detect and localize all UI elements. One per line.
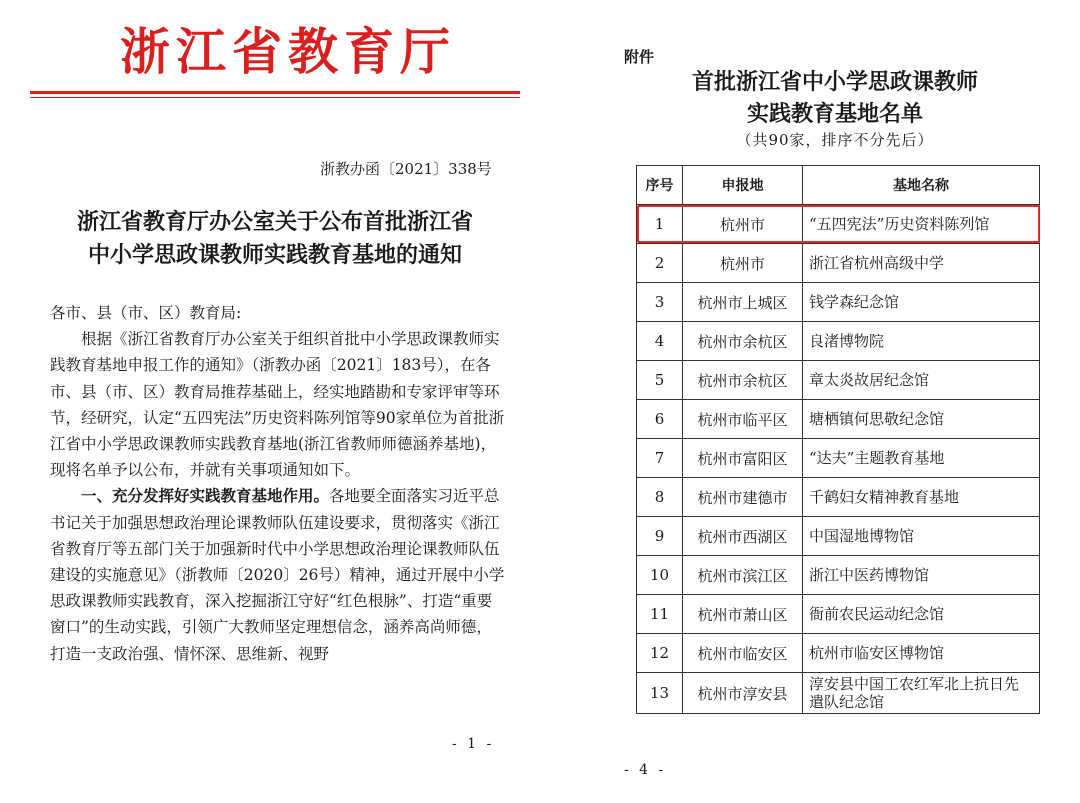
paragraph-2-text: 各地要全面落实习近平总书记关于加强思想政治理论课教师队伍建设要求，贯彻落实《浙江省教育厅等五部门关于加强新时代中小学思想政治理论课教师队伍建设的实施意见》（浙教师〔2020〕26号）精神，通过开展中小学思政课教师实践教育，深入挖掘浙江守好“红色根脉”、打造“重要窗口”的生动实践，引领广大教师坚定理想信念，涵养高尚师德，打造一支政治强、情怀深、思维新、视野	[50, 487, 505, 663]
row-name: 淳安县中国工农红军北上抗日先遣队纪念馆	[803, 673, 1040, 714]
row-name: “达夫”主题教育基地	[803, 439, 1040, 478]
document-number: 浙教办函〔2021〕338号	[320, 160, 492, 178]
row-name: 钱学森纪念馆	[803, 283, 1040, 322]
row-no: 11	[637, 595, 683, 634]
table-row	[637, 595, 1040, 634]
row-no: 8	[637, 478, 683, 517]
base-list-table	[636, 165, 1040, 714]
list-title	[640, 66, 1030, 130]
page-number-right: - 4 -	[624, 762, 667, 778]
row-name: 千鹤妇女精神教育基地	[803, 478, 1040, 517]
table-row	[637, 439, 1040, 478]
row-name: 中国湿地博物馆	[803, 517, 1040, 556]
row-no: 3	[637, 283, 683, 322]
row-region: 杭州市余杭区	[683, 361, 803, 400]
row-name: 浙江省杭州高级中学	[803, 244, 1040, 283]
paragraph-1: 根据《浙江省教育厅办公室关于组织首批中小学思政课教师实践教育基地申报工作的通知》（浙教办函〔2021〕183号），在各市、县（市、区）教育局推荐基础上，经实地踏勘和专家评审等环节，经研究，认定“五四宪法”历史资料陈列馆等90家单位为首批浙江省中小学思政课教师实践教育基地(浙江省教师师德涵养基地)，现将名单予以公布，并就有关事项通知如下。	[50, 330, 505, 480]
document-title-line-2: 中小学思政课教师实践教育基地的通知	[87, 242, 462, 268]
row-name: “五四宪法”历史资料陈列馆	[803, 205, 1040, 244]
masthead-rule-thick	[30, 91, 520, 94]
document-title	[30, 206, 520, 272]
row-no: 13	[637, 673, 683, 714]
row-region: 杭州市上城区	[683, 283, 803, 322]
row-no: 4	[637, 322, 683, 361]
row-no: 6	[637, 400, 683, 439]
row-name: 浙江中医药博物馆	[803, 556, 1040, 595]
table-row	[637, 283, 1040, 322]
row-no: 7	[637, 439, 683, 478]
table-row	[637, 478, 1040, 517]
table-row	[637, 244, 1040, 283]
row-no: 10	[637, 556, 683, 595]
page-number-left: - 1 -	[452, 736, 495, 752]
highlight-box	[637, 205, 1040, 243]
row-region: 杭州市富阳区	[683, 439, 803, 478]
row-region: 杭州市淳安县	[683, 673, 803, 714]
row-region: 杭州市萧山区	[683, 595, 803, 634]
header-region: 申报地	[683, 166, 803, 205]
table-row	[637, 673, 1040, 714]
row-region: 杭州市余杭区	[683, 322, 803, 361]
row-no: 12	[637, 634, 683, 673]
masthead: 浙江省教育厅	[120, 22, 456, 81]
table-header-row	[637, 166, 1040, 205]
row-no: 5	[637, 361, 683, 400]
row-no: 2	[637, 244, 683, 283]
table-row	[637, 400, 1040, 439]
row-region: 杭州市西湖区	[683, 517, 803, 556]
table-row	[637, 322, 1040, 361]
list-title-line-2: 实践教育基地名单	[746, 101, 923, 127]
right-page	[540, 0, 1080, 803]
row-name: 杭州市临安区博物馆	[803, 634, 1040, 673]
row-name: 章太炎故居纪念馆	[803, 361, 1040, 400]
row-region: 杭州市	[683, 244, 803, 283]
attachment-label: 附件	[624, 48, 655, 66]
table-row	[637, 361, 1040, 400]
row-name: 良渚博物院	[803, 322, 1040, 361]
row-region: 杭州市	[683, 205, 803, 244]
document-title-line-1: 浙江省教育厅办公室关于公布首批浙江省	[76, 209, 473, 235]
masthead-rule-thin	[30, 97, 520, 98]
row-name: 衙前农民运动纪念馆	[803, 595, 1040, 634]
header-name: 基地名称	[803, 166, 1040, 205]
row-name: 塘栖镇何思敬纪念馆	[803, 400, 1040, 439]
paragraph-2-heading: 一、充分发挥好实践教育基地作用。	[81, 486, 330, 506]
row-region: 杭州市滨江区	[683, 556, 803, 595]
document-body	[50, 300, 506, 667]
list-note: （共90家，排序不分先后）	[736, 131, 934, 149]
paragraph-2	[50, 483, 506, 666]
table-row	[637, 634, 1040, 673]
table-row	[637, 556, 1040, 595]
list-title-line-1: 首批浙江省中小学思政课教师	[691, 69, 978, 95]
row-region: 杭州市临平区	[683, 400, 803, 439]
row-no: 1	[637, 205, 683, 244]
row-region: 杭州市建德市	[683, 478, 803, 517]
row-no: 9	[637, 517, 683, 556]
row-region: 杭州市临安区	[683, 634, 803, 673]
table-row	[637, 517, 1040, 556]
salutation: 各市、县（市、区）教育局:	[50, 304, 242, 322]
header-no: 序号	[637, 166, 683, 205]
